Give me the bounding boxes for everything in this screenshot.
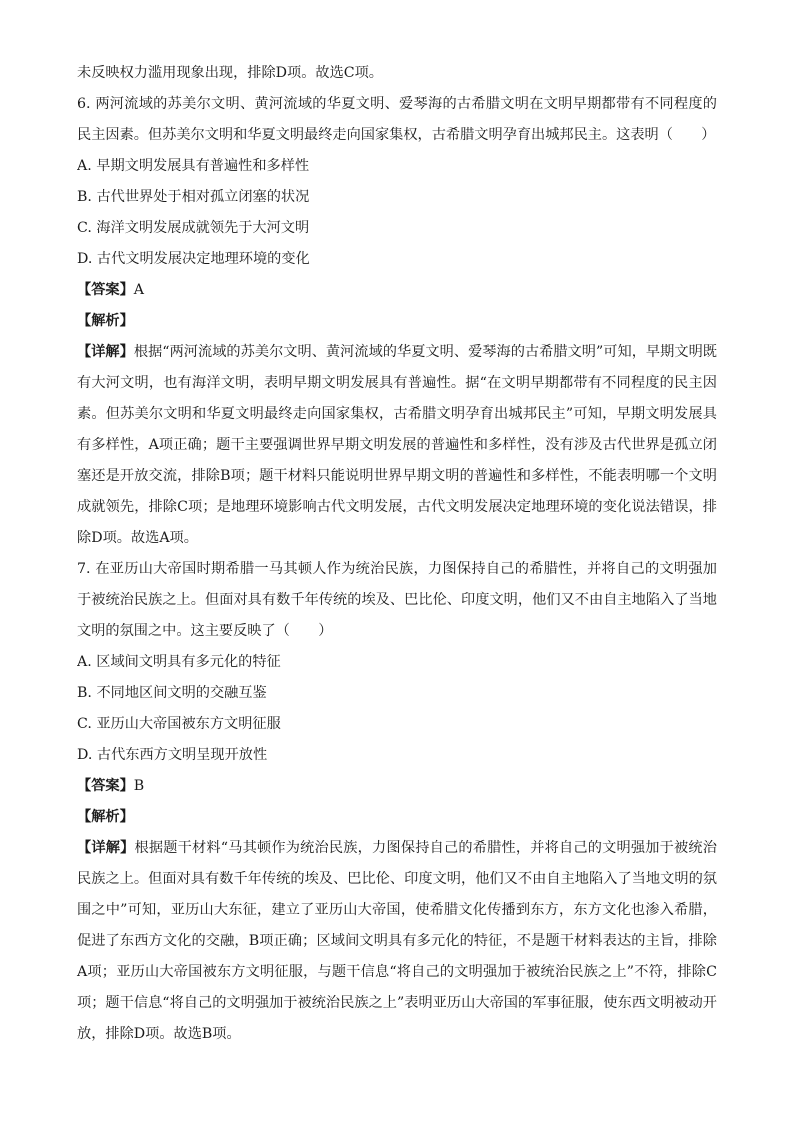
detail-text: 根据题干材料“马其顿作为统治民族，力图保持自己的希腊性，并将自己的文明强加于被统治民族之上。但面对具有数千年传统的埃及、巴比伦、印度文明，他们又不由自主地陷入了当地文明的氛围之中”可知，亚历山大东征，建立了亚历山大帝国，使希腊文化传播到东方，东方文化也渗入希腊，促进了东西方文化的交融，B项正确；区域间文明具有多元化的特征，不是题干材料表达的主旨，排除A项；亚历山大帝国被东方文明征服，与题干信息“将自己的文明强加于被统治民族之上”不符，排除C项；题干信息“将自己的文明强加于被统治民族之上”表明亚历山大帝国的军事征服，使东西文明被动开放，排除D项。故选B项。 (77, 840, 717, 1042)
question-7-analysis-heading (77, 802, 717, 833)
question-6-option-d: D. 古代文明发展决定地理环境的变化 (77, 251, 310, 267)
question-6-option-a: A. 早期文明发展具有普遍性和多样性 (77, 158, 310, 174)
question-7-option-d: D. 古代东西方文明呈现开放性 (77, 747, 268, 763)
question-6-option-b: B. 古代世界处于相对孤立闭塞的状况 (77, 189, 310, 205)
question-6-detail (77, 337, 717, 554)
question-7-answer (77, 771, 717, 802)
question-6-option-c: C. 海洋文明发展成就领先于大河文明 (77, 220, 310, 236)
answer-value: B (133, 778, 145, 794)
question-7-option-c: C. 亚历山大帝国被东方文明征服 (77, 716, 281, 732)
answer-label: 【答案】 (77, 778, 134, 794)
detail-label: 【详解】 (77, 344, 134, 360)
question-6-stem: 6. 两河流域的苏美尔文明、黄河流域的华夏文明、爱琴海的古希腊文明在文明早期都带有不同程度的民主因素。但苏美尔文明和华夏文明最终走向国家集权，古希腊文明孕育出城邦民主。这表明（ ） (77, 96, 717, 143)
question-6-answer (77, 275, 717, 306)
document-body (77, 58, 717, 1050)
question-6-analysis-heading (77, 306, 717, 337)
question-7-detail (77, 833, 717, 1050)
detail-label: 【详解】 (77, 840, 135, 856)
analysis-label: 【解析】 (77, 809, 134, 825)
question-7-option-a: A. 区域间文明具有多元化的特征 (77, 654, 281, 670)
question-7-option-b: B. 不同地区间文明的交融互鉴 (77, 685, 267, 701)
detail-text: 根据“两河流域的苏美尔文明、黄河流域的华夏文明、爱琴海的古希腊文明”可知，早期文明既有大河文明，也有海洋文明，表明早期文明发展具有普遍性。据“在文明早期都带有不同程度的民主因素。但苏美尔文明和华夏文明最终走向国家集权，古希腊文明孕育出城邦民主”可知，早期文明发展具有多样性，A项正确；题干主要强调世界早期文明发展的普遍性和多样性，没有涉及古代世界是孤立闭塞还是开放交流，排除B项；题干材料只能说明世界早期文明的普遍性和多样性，不能表明哪一个文明成就领先，排除C项；是地理环境影响古代文明发展，古代文明发展决定地理环境的变化说法错误，排除D项。故选A项。 (77, 344, 717, 546)
answer-value: A (133, 282, 145, 298)
analysis-label: 【解析】 (77, 313, 134, 329)
previous-answer-tail: 未反映权力滥用现象出现，排除D项。故选C项。 (77, 65, 383, 81)
question-7-stem: 7. 在亚历山大帝国时期希腊一马其顿人作为统治民族，力图保持自己的希腊性，并将自己的文明强加于被统治民族之上。但面对具有数千年传统的埃及、巴比伦、印度文明，他们又不由自主地陷入了当地文明的氛围之中。这主要反映了（ ） (77, 561, 717, 639)
answer-label: 【答案】 (77, 282, 134, 298)
